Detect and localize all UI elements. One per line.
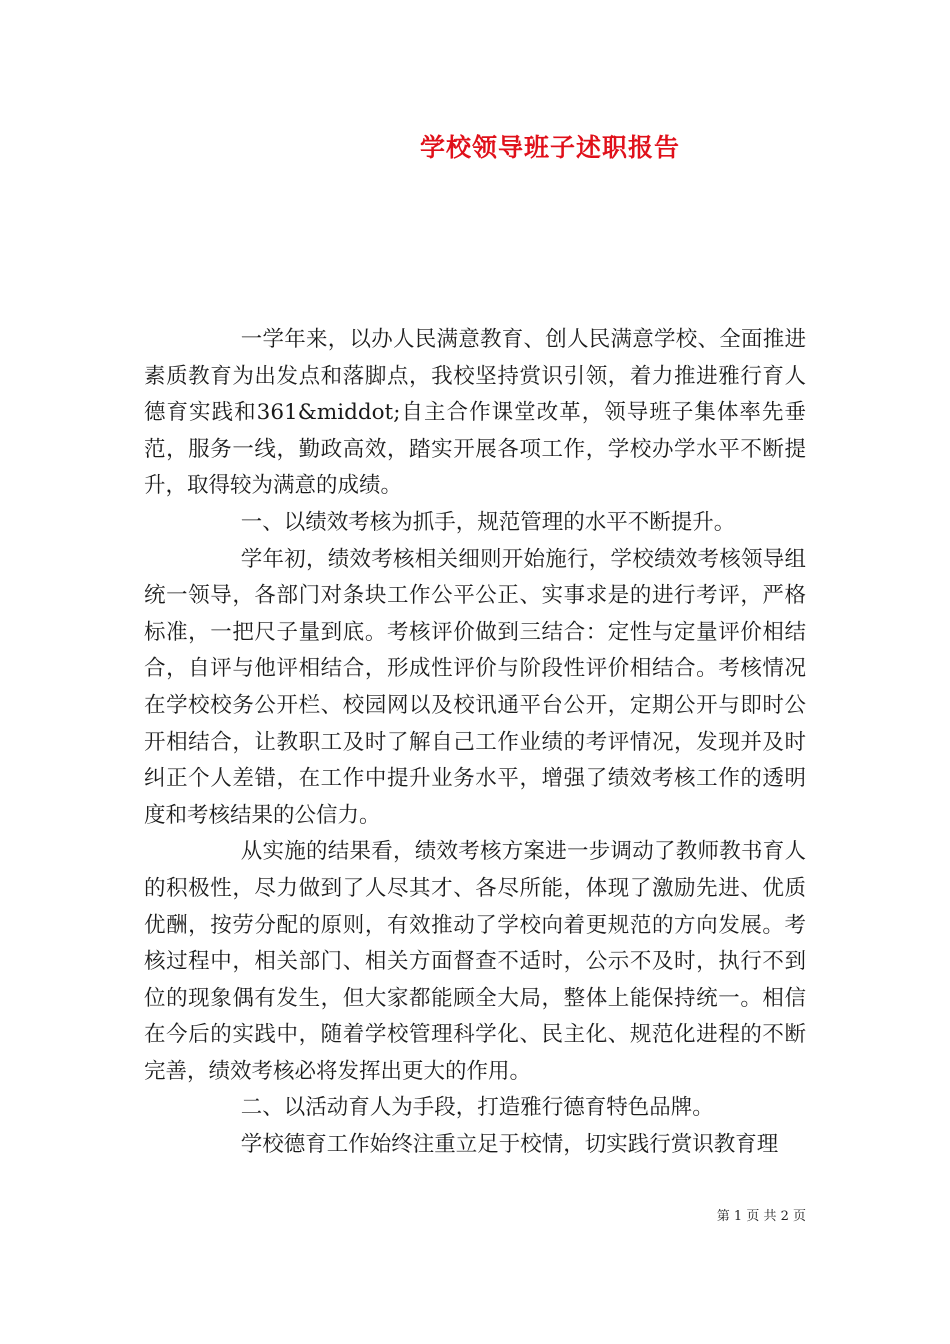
document-title: 学校领导班子述职报告 — [419, 133, 680, 162]
paragraph-review-results: 从实施的结果看，绩效考核方案进一步调动了教师教书育人的积极性，尽力做到了人尽其才、各尽所能，体现了激励先进、优质优酬，按劳分配的原则，有效推动了学校向着更规范的方向发展。考核过程中，相关部门、相关方面督查不适时，公示不及时，执行不到位的现象偶有发生，但大家都能顾全大局，整体上能保持统一。相信在今后的实践中，随着学校管理科学化、民主化、规范化进程的不断完善，绩效考核必将发挥出更大的作用。 — [144, 839, 806, 1084]
paragraph-moral-education: 学校德育工作始终注重立足于校情，切实践行赏识教育理 — [240, 1132, 779, 1158]
document-body — [144, 322, 806, 1164]
paragraph-intro: 一学年来，以办人民满意教育、创人民满意学校、全面推进素质教育为出发点和落脚点，我校坚持赏识引领，着力推进雅行育人德育实践和361&middot;自主合作课堂改革，领导班子集体率先垂范，服务一线，勤政高效，踏实开展各项工作，学校办学水平不断提升，取得较为满意的成绩。 — [144, 327, 806, 499]
paragraph-performance-review: 学年初，绩效考核相关细则开始施行，学校绩效考核领导组统一领导，各部门对条块工作公平公正、实事求是的进行考评，严格标准，一把尺子量到底。考核评价做到三结合：定性与定量评价相结合，自评与他评相结合，形成性评价与阶段性评价相结合。考核情况在学校校务公开栏、校园网以及校讯通平台公开，定期公开与即时公开相结合，让教职工及时了解自己工作业绩的考评情况，发现并及时纠正个人差错，在工作中提升业务水平，增强了绩效考核工作的透明度和考核结果的公信力。 — [144, 546, 806, 828]
section-heading-2: 二、以活动育人为手段，打造雅行德育特色品牌。 — [240, 1095, 714, 1121]
section-heading-1: 一、以绩效考核为抓手，规范管理的水平不断提升。 — [240, 509, 736, 535]
page-number-footer: 第 1 页 共 2 页 — [716, 1209, 806, 1224]
